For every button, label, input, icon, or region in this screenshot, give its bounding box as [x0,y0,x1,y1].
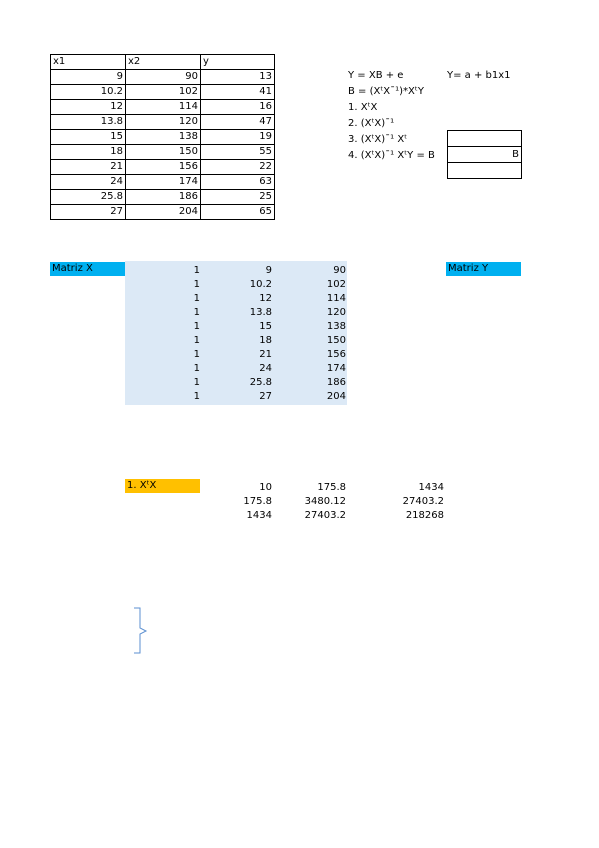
header-x1[interactable]: x1 [51,55,126,70]
cell-y[interactable]: 13 [201,70,275,85]
xtx-cell[interactable]: 1434 [418,482,444,493]
matrix-x-cell[interactable]: 1 [193,307,200,318]
matrix-x-cell[interactable]: 1 [193,335,200,346]
cell-x2[interactable]: 114 [126,100,201,115]
cell-x2[interactable]: 204 [126,205,201,220]
xtx-cell[interactable]: 175.8 [243,496,272,507]
table-row [51,100,275,115]
cell-x1[interactable]: 15 [51,130,126,145]
matrix-x-cell[interactable]: 21 [259,349,272,360]
matrix-x-cell[interactable]: 18 [259,335,272,346]
matrix-x-cell[interactable]: 1 [193,377,200,388]
cell-x1[interactable]: 12 [51,100,126,115]
matrix-x-cell[interactable]: 1 [193,349,200,360]
table-row [51,70,275,85]
formula-model: Y = XB + e [348,70,404,81]
cell-x1[interactable]: 24 [51,175,126,190]
cell-y[interactable]: 47 [201,115,275,130]
matrix-x-cell[interactable]: 150 [326,335,346,346]
cell-x1[interactable]: 18 [51,145,126,160]
formula-model-simple: Y= a + b1x1 [447,70,511,81]
cell-x1[interactable]: 27 [51,205,126,220]
result-box-cell[interactable] [448,163,521,179]
xtx-cell[interactable]: 27403.2 [304,510,346,521]
matrix-x-cell[interactable]: 12 [259,293,272,304]
brace-icon [132,606,152,656]
xtx-cell[interactable]: 218268 [405,510,444,521]
cell-y[interactable]: 16 [201,100,275,115]
matrix-x-cell[interactable]: 9 [265,265,272,276]
cell-y[interactable]: 65 [201,205,275,220]
matrix-x-cell[interactable]: 114 [326,293,346,304]
table-row [51,85,275,100]
matrix-x-cell[interactable]: 204 [326,391,346,402]
result-box [447,130,522,179]
matrix-x-cell[interactable]: 90 [333,265,346,276]
cell-y[interactable]: 19 [201,130,275,145]
cell-x2[interactable]: 102 [126,85,201,100]
table-row [51,160,275,175]
xtx-cell[interactable]: 3480.12 [304,496,346,507]
matrix-x-cell[interactable]: 10.2 [249,279,272,290]
cell-x2[interactable]: 150 [126,145,201,160]
matrix-x-cell[interactable]: 25.8 [249,377,272,388]
cell-x2[interactable]: 156 [126,160,201,175]
cell-x1[interactable]: 21 [51,160,126,175]
table-row [51,190,275,205]
cell-x2[interactable]: 120 [126,115,201,130]
matrix-x-cell[interactable]: 102 [326,279,346,290]
cell-y[interactable]: 63 [201,175,275,190]
cell-y[interactable]: 22 [201,160,275,175]
table-header-row [51,55,275,70]
cell-x1[interactable]: 25.8 [51,190,126,205]
matrix-x-cell[interactable]: 156 [326,349,346,360]
result-box-label: B [512,149,519,160]
formula-step4: 4. (XᵗX)ˉ¹ XᵗY = B [348,150,435,161]
matrix-x-cell[interactable]: 15 [259,321,272,332]
matrix-x-cell[interactable]: 1 [193,265,200,276]
table-row [51,130,275,145]
cell-x2[interactable]: 174 [126,175,201,190]
xtx-cell[interactable]: 27403.2 [402,496,444,507]
cell-x2[interactable]: 90 [126,70,201,85]
xtx-label[interactable]: 1. XᵗX [125,479,200,493]
table-row [51,145,275,160]
matrix-x-label[interactable]: Matriz X [50,262,125,276]
result-box-cell[interactable] [448,131,521,147]
table-row [51,175,275,190]
xtx-cell[interactable]: 10 [259,482,272,493]
cell-x1[interactable]: 10.2 [51,85,126,100]
matrix-x-cell[interactable]: 13.8 [249,307,272,318]
matrix-x-cell[interactable]: 138 [326,321,346,332]
cell-y[interactable]: 25 [201,190,275,205]
matrix-x-cell[interactable]: 1 [193,363,200,374]
cell-x1[interactable]: 9 [51,70,126,85]
result-box-cell[interactable] [448,147,521,163]
matrix-y-label[interactable]: Matriz Y [446,262,521,276]
matrix-x-cell[interactable]: 1 [193,279,200,290]
data-table [50,54,275,220]
matrix-x-cell[interactable]: 1 [193,321,200,332]
cell-x2[interactable]: 138 [126,130,201,145]
matrix-x-cell[interactable]: 27 [259,391,272,402]
cell-x1[interactable]: 13.8 [51,115,126,130]
matrix-x-cell[interactable]: 24 [259,363,272,374]
matrix-x-cell[interactable]: 120 [326,307,346,318]
xtx-cell[interactable]: 1434 [246,510,272,521]
cell-y[interactable]: 41 [201,85,275,100]
table-row [51,115,275,130]
formula-step2: 2. (XᵗX)ˉ¹ [348,118,395,129]
matrix-x-cell[interactable]: 1 [193,293,200,304]
cell-x2[interactable]: 186 [126,190,201,205]
matrix-x-cell[interactable]: 1 [193,391,200,402]
formula-step1: 1. XᵗX [348,102,378,113]
formula-beta: B = (XᵗXˉ¹)*XᵗY [348,86,424,97]
cell-y[interactable]: 55 [201,145,275,160]
table-row [51,205,275,220]
matrix-x-cell[interactable]: 174 [326,363,346,374]
header-x2[interactable]: x2 [126,55,201,70]
matrix-x-cell[interactable]: 186 [326,377,346,388]
formula-step3: 3. (XᵗX)ˉ¹ Xᵗ [348,134,408,145]
xtx-cell[interactable]: 175.8 [317,482,346,493]
header-y[interactable]: y [201,55,275,70]
